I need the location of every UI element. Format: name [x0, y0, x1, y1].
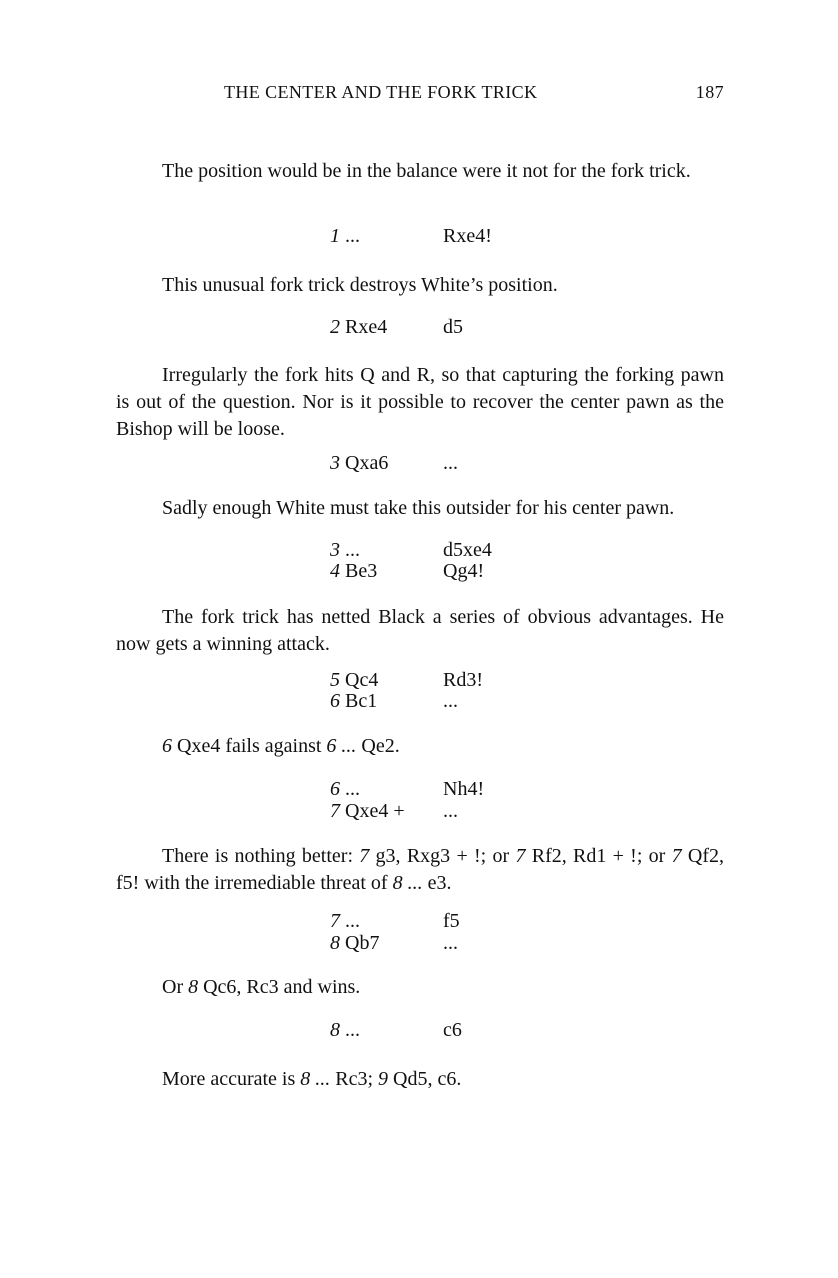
- black-move: ...: [443, 932, 458, 954]
- black-move: c6: [443, 1019, 462, 1041]
- black-move: d5xe4: [443, 539, 492, 561]
- white-move: 1 ...: [330, 225, 360, 247]
- white-move: 6 ...: [330, 778, 360, 800]
- white-move: 8 Qb7: [330, 932, 380, 954]
- page-number: 187: [695, 82, 724, 102]
- black-move: Rxe4!: [443, 225, 492, 247]
- move-line: [330, 930, 590, 957]
- white-move: 4 Be3: [330, 560, 378, 582]
- white-move: 3 Qxa6: [330, 452, 389, 474]
- black-move: Nh4!: [443, 778, 485, 800]
- white-move: 8 ...: [330, 1019, 360, 1041]
- paragraph-3: Irregularly the fork hits Q and R, so that capturing the forking pawn is out of the question. Nor is it possible to recover the center pawn as the Bishop will be loose.: [116, 364, 724, 440]
- white-move: 3 ...: [330, 539, 360, 561]
- move-line: [330, 1017, 590, 1044]
- black-move: f5: [443, 910, 460, 932]
- chapter-title: THE CENTER AND THE FORK TRICK: [224, 82, 538, 102]
- move-line: [330, 558, 590, 585]
- black-move: ...: [443, 690, 458, 712]
- move-line: [330, 314, 590, 341]
- paragraph-6: 6 Qxe4 fails against 6 ... Qe2.: [162, 735, 400, 757]
- black-move: Qg4!: [443, 560, 485, 582]
- white-move: 7 Qxe4 +: [330, 800, 405, 822]
- paragraph-1: The position would be in the balance were it not for the fork trick.: [162, 160, 691, 182]
- move-line: [330, 450, 590, 477]
- paragraph-8: Or 8 Qc6, Rc3 and wins.: [162, 976, 361, 998]
- white-move: 2 Rxe4: [330, 316, 388, 338]
- paragraph-9: More accurate is 8 ... Rc3; 9 Qd5, c6.: [162, 1068, 462, 1090]
- move-line: [330, 798, 590, 825]
- move-line: [330, 223, 590, 250]
- paragraph-5: The fork trick has netted Black a series of obvious advantages. He now gets a winning attack.: [116, 606, 724, 655]
- black-move: d5: [443, 316, 463, 338]
- white-move: 6 Bc1: [330, 690, 378, 712]
- paragraph-2: This unusual fork trick destroys White’s position.: [162, 274, 558, 296]
- paragraph-7: There is nothing better: 7 g3, Rxg3 + !; or 7 Rf2, Rd1 + !; or 7 Qf2, f5! with the irremediable threat of 8 ... e3.: [116, 845, 725, 894]
- black-move: ...: [443, 800, 458, 822]
- paragraph-4: Sadly enough White must take this outsider for his center pawn.: [162, 497, 675, 519]
- black-move: ...: [443, 452, 458, 474]
- black-move: Rd3!: [443, 669, 483, 691]
- running-header: [116, 82, 724, 108]
- white-move: 7 ...: [330, 910, 360, 932]
- move-line: [330, 688, 590, 715]
- white-move: 5 Qc4: [330, 669, 379, 691]
